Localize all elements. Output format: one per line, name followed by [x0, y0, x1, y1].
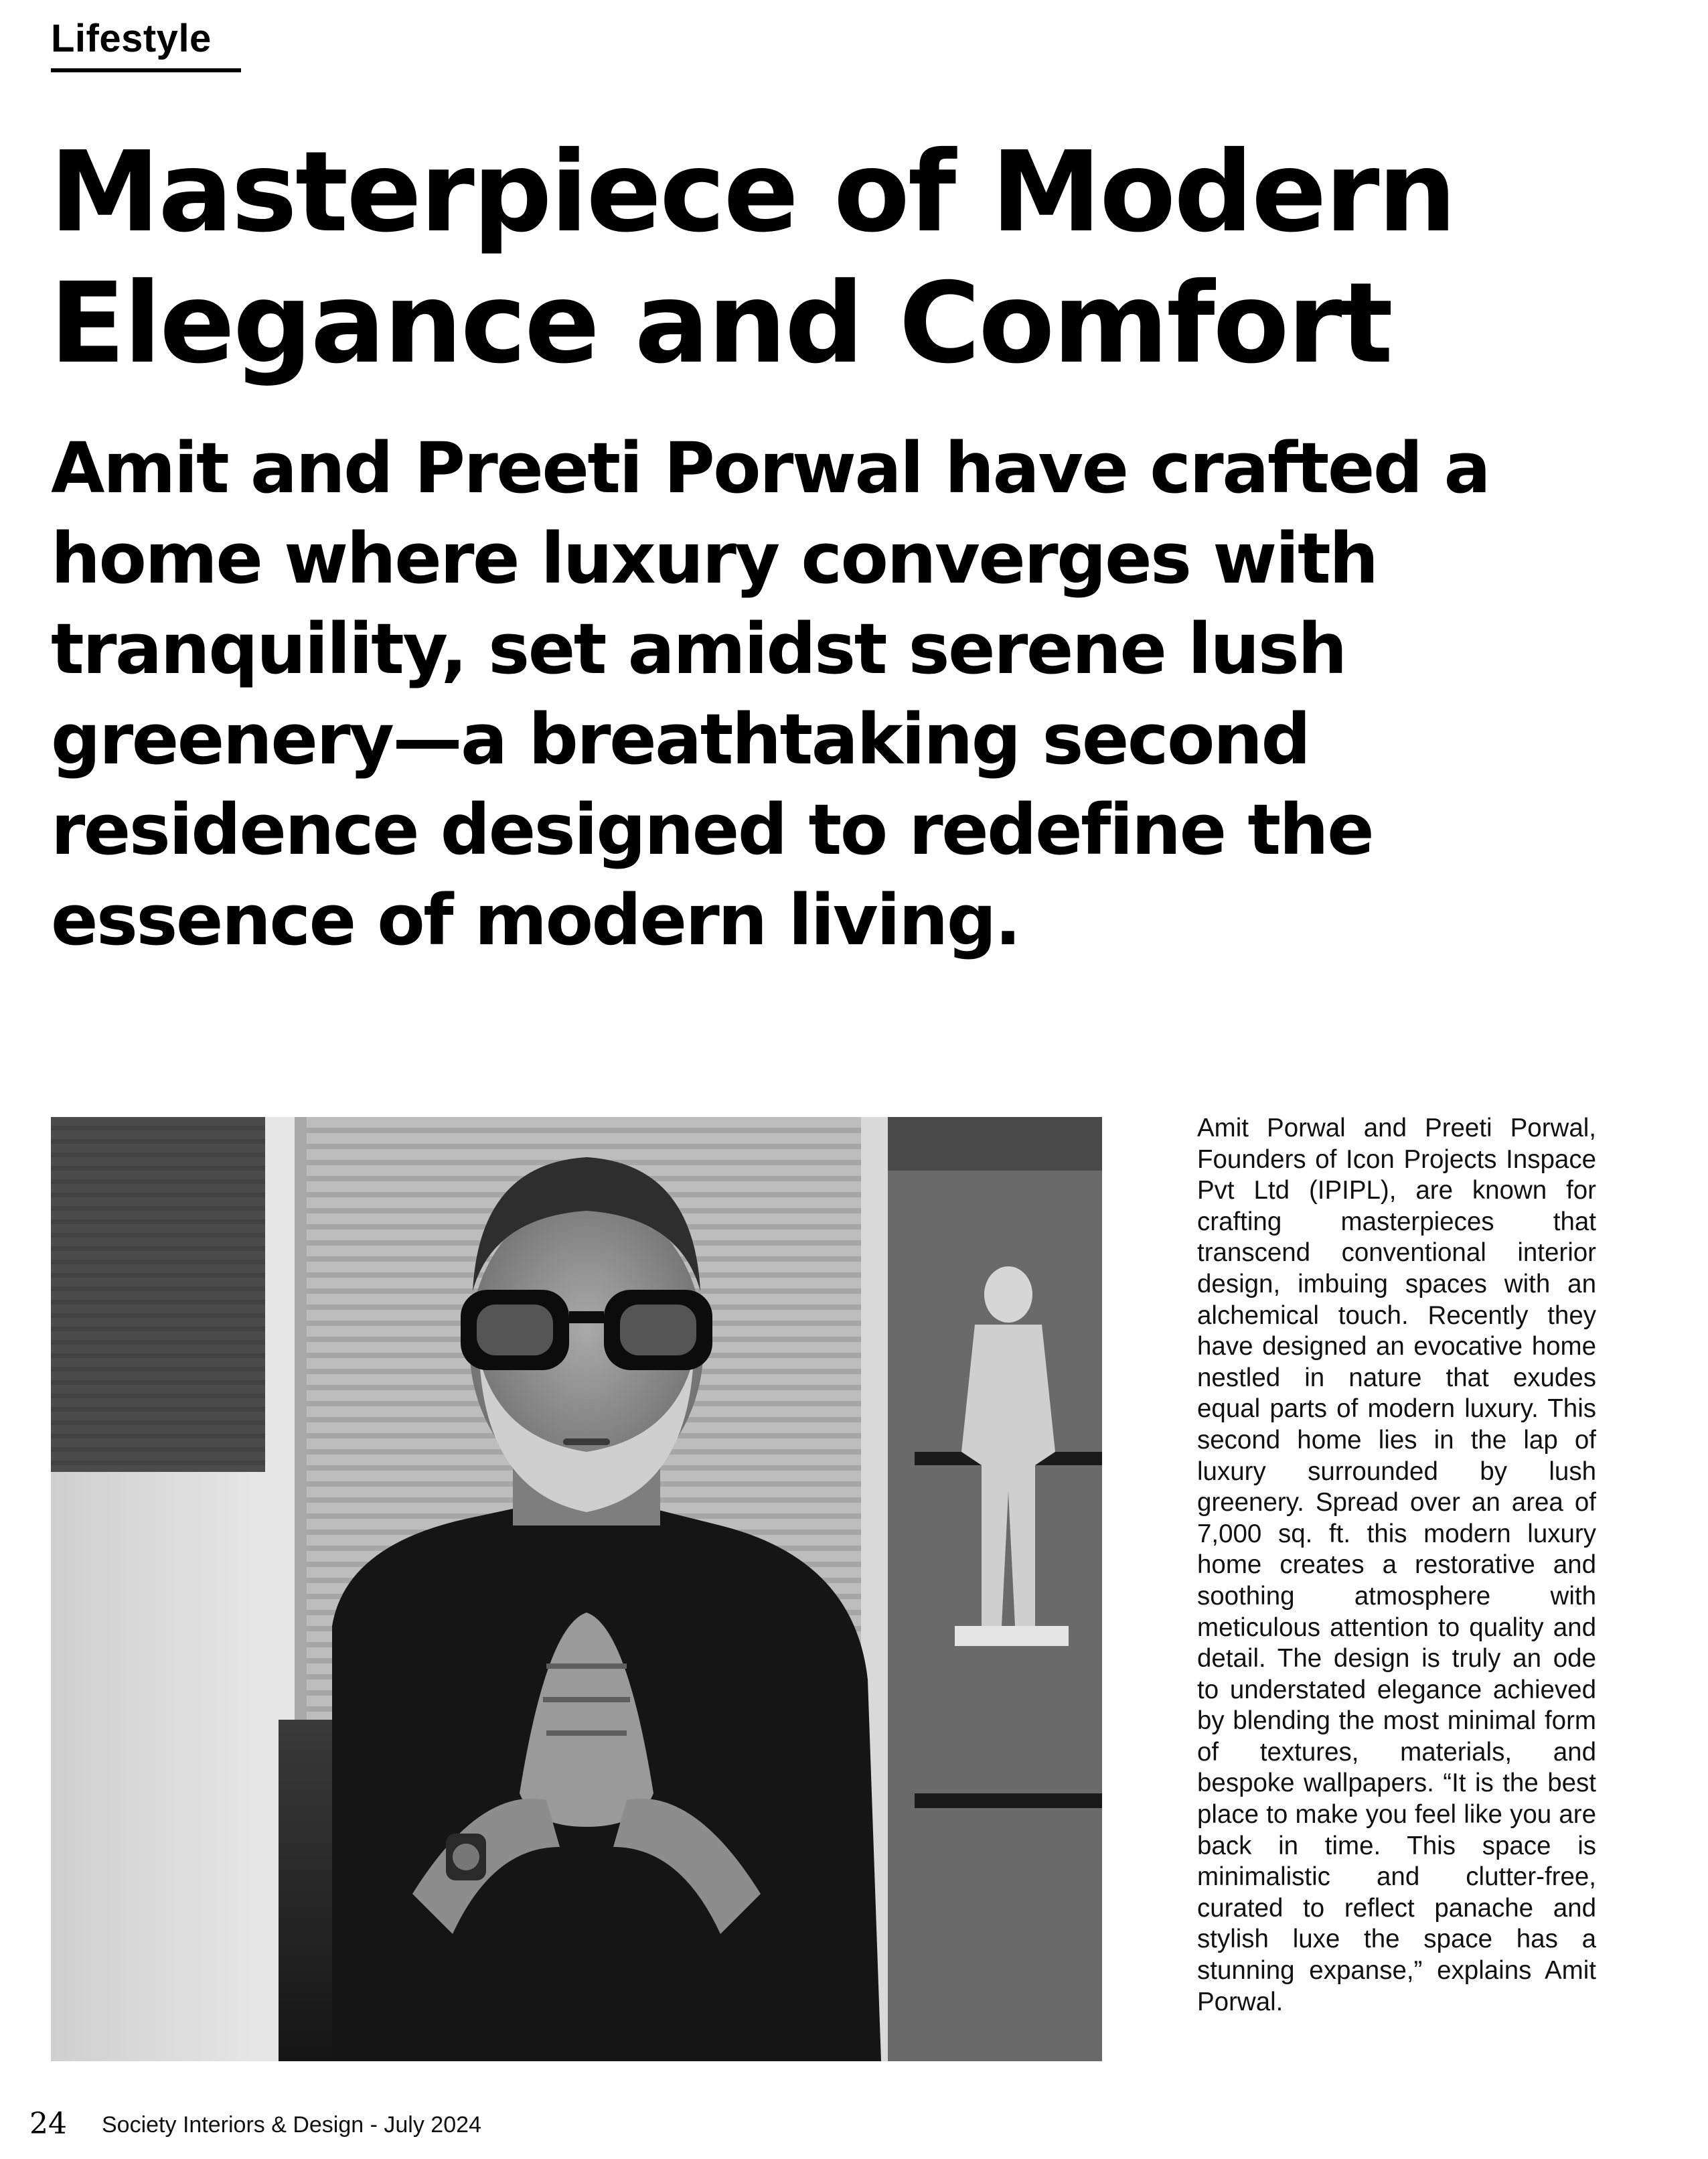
- publication-credit: Society Interiors & Design - July 2024: [102, 2112, 481, 2138]
- page-number: 24: [29, 2107, 67, 2141]
- article-headline: [50, 127, 1589, 390]
- headline-line-2: Elegance and Comfort: [50, 259, 1391, 388]
- section-label-underline: [51, 68, 241, 72]
- section-label: Lifestyle: [51, 17, 212, 60]
- article-body: Amit Porwal and Preeti Porwal, Founders of Icon Projects Inspace Pvt Ltd (IPIPL), are known for crafting masterpieces that transcend conventional interior design, imbuing spaces with an alchemical touch. Recently they have designed an evocative home nestled in nature that exudes equal parts of modern luxury. This second home lies in the lap of luxury surrounded by lush greenery. Spread over an area of 7,000 sq. ft. this modern luxury home creates a restorative and soothing atmosphere with meticulous attention to quality and detail. The design is truly an ode to understated elegance achieved by blending the most minimal form of textures, materials, and bespoke wallpapers. “It is the best place to make you feel like you are back in time. This space is minimalistic and clutter-free, curated to reflect panache and stylish luxe the space has a stunning expanse,” explains Amit Porwal.: [1197, 1114, 1596, 2016]
- headline-line-1: Masterpiece of Modern: [50, 128, 1455, 257]
- portrait-photo: [51, 1117, 1102, 2061]
- article-deck: Amit and Preeti Porwal have crafted a home where luxury converges with tranquility, set amidst serene lush greenery—a breathtaking second residence designed to redefine the essence of modern living.: [51, 427, 1490, 961]
